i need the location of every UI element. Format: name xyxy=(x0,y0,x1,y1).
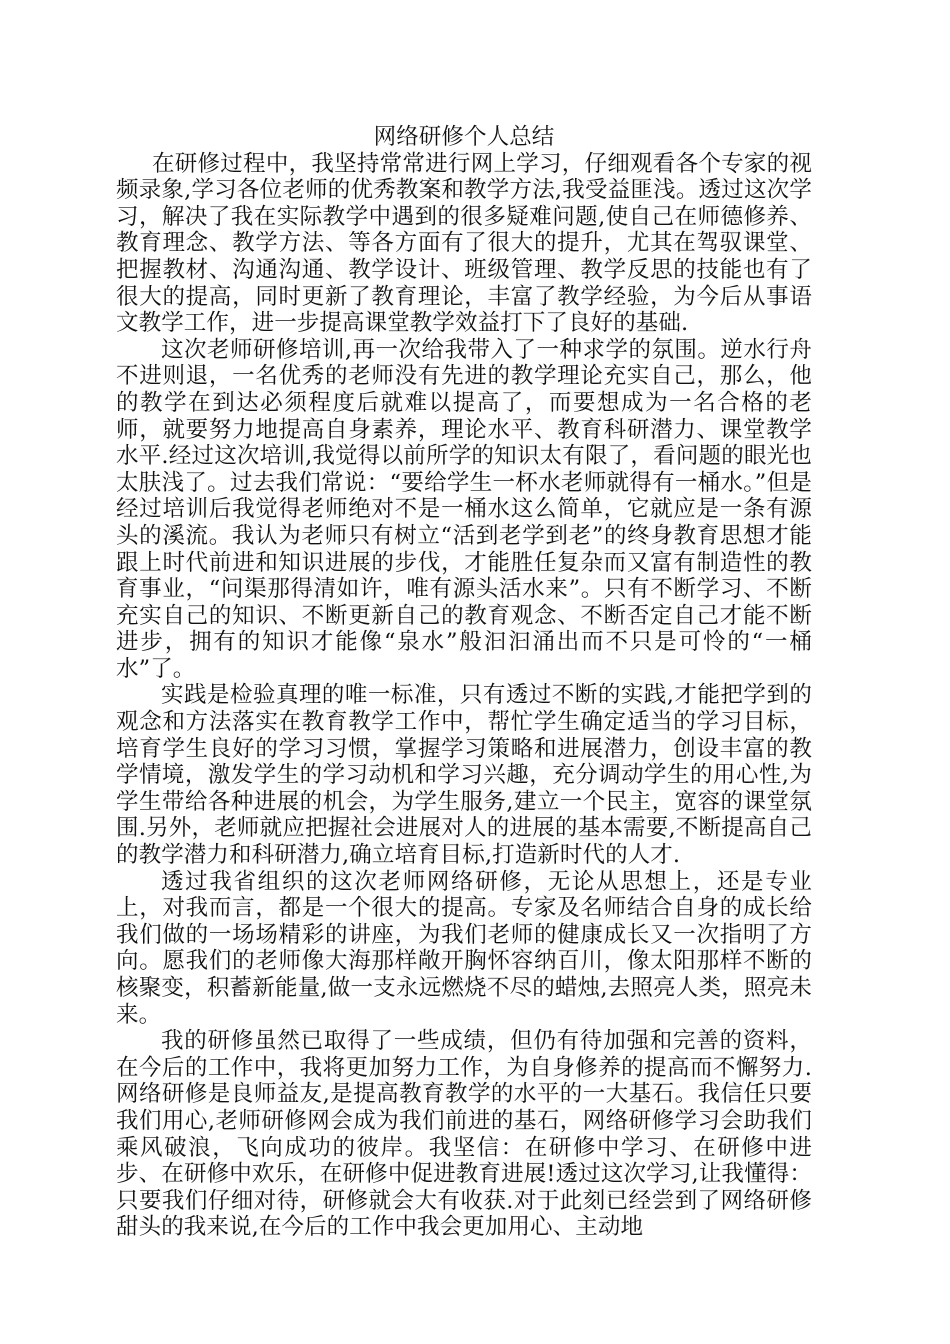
document-body xyxy=(116,124,812,1241)
paragraph-2: 这次老师研修培训,再一次给我带入了一种求学的氛围。逆水行舟不进则退，一名优秀的老师没有先进的教学理论充实自己，那么，他的教学在到达必须程度后就难以提高了，而要想成为一名合格的老师，就要努力地提高自身素养，理论水平、教育科研潜力、课堂教学水平.经过这次培训,我觉得以前所学的知识太有限了，看问题的眼光也太肤浅了。过去我们常说：“要给学生一杯水老师就得有一桶水。”但是经过培训后我觉得老师绝对不是一桶水这么简单，它就应是一条有源头的溪流。我认为老师只有树立“活到老学到老”的终身教育思想才能跟上时代前进和知识进展的步伐，才能胜任复杂而又富有制造性的教育事业，“问渠那得清如许，唯有源头活水来”。只有不断学习、不断充实自己的知识、不断更新自己的教育观念、不断否定自己才能不断进步，拥有的知识才能像“泉水”般汩汩涌出而不只是可怜的“一桶水”了。 xyxy=(116,336,812,682)
paragraph-5: 我的研修虽然已取得了一些成绩，但仍有待加强和完善的资料，在今后的工作中，我将更加努力工作，为自身修养的提高而不懈努力.网络研修是良师益友,是提高教育教学的水平的一大基石。我信任只要我们用心,老师研修网会成为我们前进的基石，网络研修学习会助我们乘风破浪，飞向成功的彼岸。我坚信：在研修中学习、在研修中进步、在研修中欢乐，在研修中促进教育进展!透过这次学习,让我懂得：只要我们仔细对待，研修就会大有收获.对于此刻已经尝到了网络研修甜头的我来说,在今后的工作中我会更加用心、主动地 xyxy=(116,1028,812,1241)
document-title: 网络研修个人总结 xyxy=(373,124,555,150)
paragraph-1: 在研修过程中，我坚持常常进行网上学习，仔细观看各个专家的视频录象,学习各位老师的优秀教案和教学方法,我受益匪浅。透过这次学习，解决了我在实际教学中遇到的很多疑难问题,使自己在师德修养、教育理念、教学方法、等各方面有了很大的提升，尤其在驾驭课堂、把握教材、沟通沟通、教学设计、班级管理、教学反思的技能也有了很大的提高，同时更新了教育理论，丰富了教学经验，为今后从事语文教学工作，进一步提高课堂教学效益打下了良好的基础. xyxy=(116,150,812,337)
paragraph-3: 实践是检验真理的唯一标准，只有透过不断的实践,才能把学到的观念和方法落实在教育教学工作中，帮忙学生确定适当的学习目标，培育学生良好的学习习惯，掌握学习策略和进展潜力，创设丰富的教学情境，激发学生的学习动机和学习兴趣，充分调动学生的用心性,为学生带给各种进展的机会，为学生服务,建立一个民主，宽容的课堂氛围.另外，老师就应把握社会进展对人的进展的基本需要,不断提高自己的教学潜力和科研潜力,确立培育目标,打造新时代的人才. xyxy=(116,682,812,869)
paragraph-4: 透过我省组织的这次老师网络研修，无论从思想上，还是专业上，对我而言，都是一个很大的提高。专家及名师结合自身的成长给我们做的一场场精彩的讲座，为我们老师的健康成长又一次指明了方向。愿我们的老师像大海那样敞开胸怀容纳百川，像太阳那样不断的核聚变，积蓄新能量,做一支永远燃烧不尽的蜡烛,去照亮人类，照亮未来。 xyxy=(116,868,812,1028)
